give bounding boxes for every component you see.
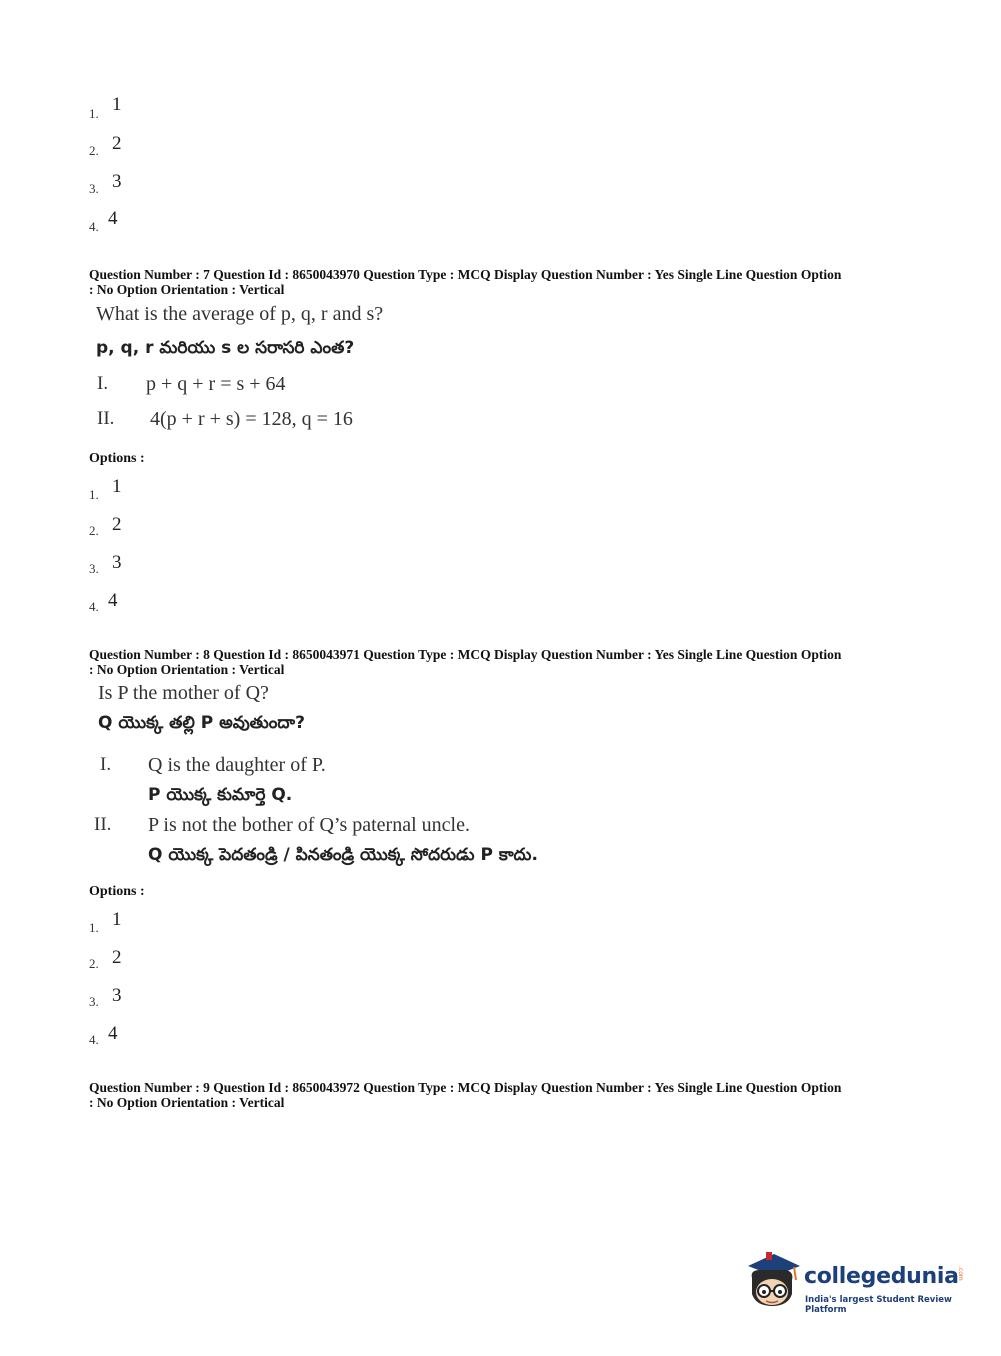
statement-numeral: I. bbox=[97, 373, 109, 394]
statement-text-telugu: Q యొక్క పెదతండ్రి / పినతండ్రి యొక్క సోదరుడు P కాదు. bbox=[148, 845, 538, 865]
logo-name: collegedunia bbox=[804, 1264, 959, 1289]
question-text-english: Is P the mother of Q? bbox=[98, 682, 269, 704]
option-number: 2. bbox=[89, 523, 99, 538]
statement-text: 4(p + r + s) = 128, q = 16 bbox=[150, 408, 353, 430]
option-number: 3. bbox=[89, 181, 99, 196]
option-number: 2. bbox=[89, 143, 99, 158]
option-number: 3. bbox=[89, 994, 99, 1009]
option-value: 1 bbox=[112, 476, 122, 497]
question-meta bbox=[89, 1080, 919, 1110]
option-value: 4 bbox=[108, 590, 118, 611]
question-text-telugu: Q యొక్క తల్లి P అవుతుందా? bbox=[98, 713, 305, 733]
option-value: 3 bbox=[112, 171, 122, 192]
statement-text-english: Q is the daughter of P. bbox=[148, 754, 326, 776]
option-number: 4. bbox=[89, 599, 99, 614]
option-value: 3 bbox=[112, 552, 122, 573]
option-number: 4. bbox=[89, 1032, 99, 1047]
question-text-english: What is the average of p, q, r and s? bbox=[96, 303, 384, 325]
question-meta-line: : No Option Orientation : Vertical bbox=[89, 282, 285, 297]
question-meta-line: Question Number : 9 Question Id : 8650043972 Question Type : MCQ Display Question Number : Yes Single Line Question Option bbox=[89, 1080, 842, 1095]
question-meta bbox=[89, 267, 919, 297]
option-value: 2 bbox=[112, 947, 122, 968]
option-number: 2. bbox=[89, 956, 99, 971]
option-number: 1. bbox=[89, 106, 99, 121]
option-value: 1 bbox=[112, 94, 122, 115]
statement-text: p + q + r = s + 64 bbox=[146, 373, 286, 395]
question-text-telugu: p, q, r మరియు s ల సరాసరి ఎంత? bbox=[96, 338, 355, 358]
statement-numeral: II. bbox=[97, 408, 115, 429]
statement-text-english: P is not the bother of Q’s paternal uncle. bbox=[148, 814, 470, 836]
statement-numeral: II. bbox=[94, 814, 112, 835]
question-meta-line: Question Number : 8 Question Id : 8650043971 Question Type : MCQ Display Question Number : Yes Single Line Question Option bbox=[89, 647, 842, 662]
option-value: 4 bbox=[108, 1023, 118, 1044]
options-label: Options : bbox=[89, 884, 145, 899]
statement-text-telugu: P యొక్క కుమార్తె Q. bbox=[148, 785, 293, 805]
option-number: 3. bbox=[89, 561, 99, 576]
option-value: 4 bbox=[108, 208, 118, 229]
question-meta bbox=[89, 647, 919, 677]
statement-numeral: I. bbox=[100, 754, 112, 775]
question-meta-line: : No Option Orientation : Vertical bbox=[89, 662, 285, 677]
question-meta-line: : No Option Orientation : Vertical bbox=[89, 1095, 285, 1110]
logo-domain-suffix: .com bbox=[957, 1266, 964, 1281]
option-value: 1 bbox=[112, 909, 122, 930]
collegedunia-logo[interactable] bbox=[742, 1250, 972, 1320]
options-label: Options : bbox=[89, 451, 145, 466]
option-value: 3 bbox=[112, 985, 122, 1006]
mascot-icon bbox=[742, 1250, 804, 1314]
option-number: 4. bbox=[89, 219, 99, 234]
option-number: 1. bbox=[89, 487, 99, 502]
option-value: 2 bbox=[112, 514, 122, 535]
logo-tagline: India's largest Student Review Platform bbox=[805, 1295, 952, 1315]
option-number: 1. bbox=[89, 920, 99, 935]
question-meta-line: Question Number : 7 Question Id : 8650043970 Question Type : MCQ Display Question Number : Yes Single Line Question Option bbox=[89, 267, 842, 282]
option-value: 2 bbox=[112, 133, 122, 154]
